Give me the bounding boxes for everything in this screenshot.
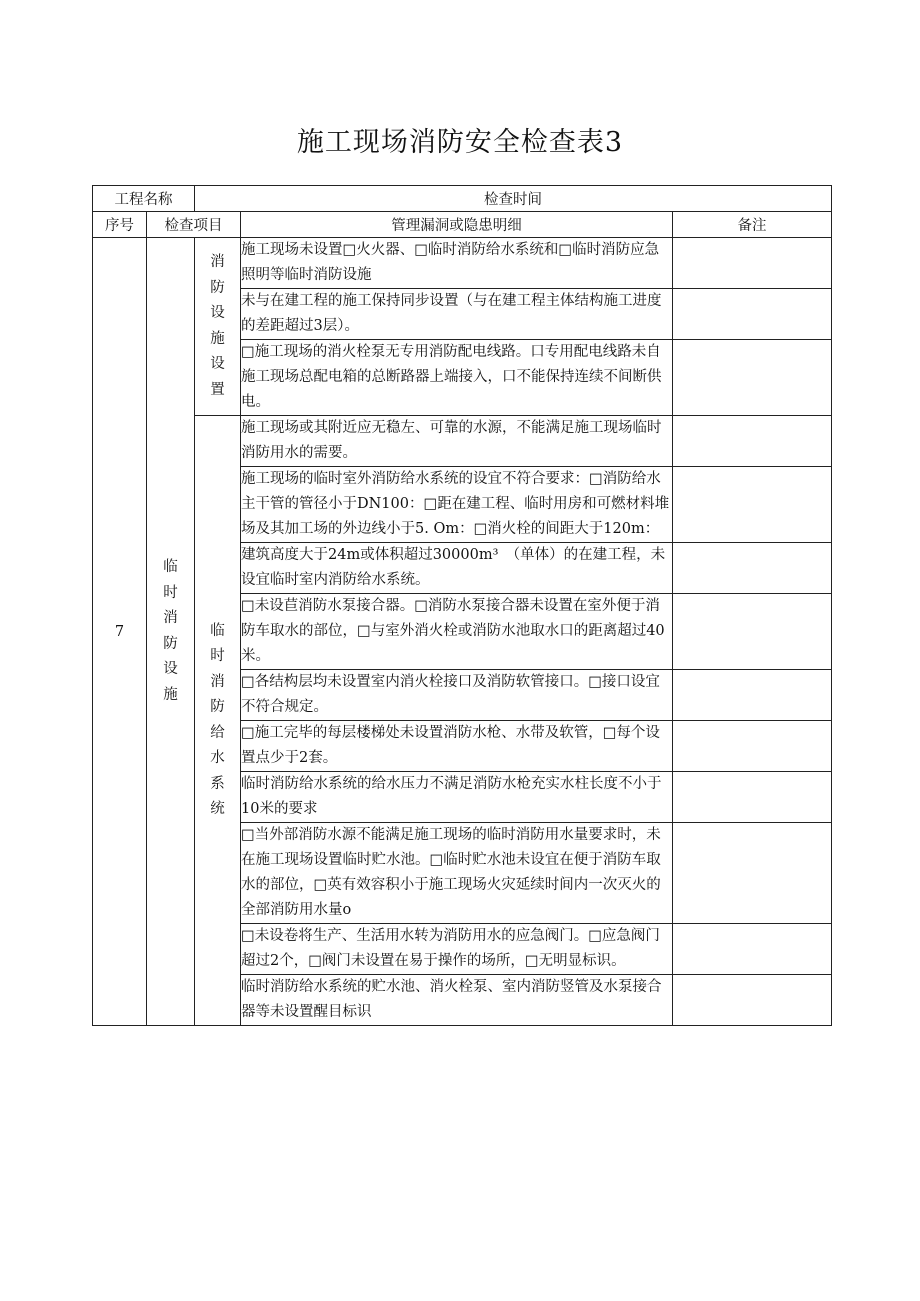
note-cell[interactable]	[673, 975, 832, 1026]
detail-cell: 临时消防给水系统的贮水池、消火栓泵、室内消防竖管及水泵接合器等未设置醒目标识	[241, 975, 673, 1026]
note-cell[interactable]	[673, 670, 832, 721]
detail-cell: □施工现场的消火栓泵无专用消防配电线路。口专用配电线路未自施工现场总配电箱的总断路器上端接入，口不能保持连续不间断供电。	[241, 340, 673, 416]
detail-cell: 施工现场未设置□火火器、□临时消防给水系统和□临时消防应急照明等临时消防设施	[241, 238, 673, 289]
group-label-water-supply: 临 时 消 防 给 水 系 统	[210, 622, 225, 817]
detail-header: 管理漏洞或隐患明细	[241, 212, 673, 238]
note-cell[interactable]	[673, 467, 832, 543]
note-cell[interactable]	[673, 823, 832, 924]
detail-cell: □未设卷将生产、生活用水转为消防用水的应急阀门。□应急阀门超过2个，□阀门未设置在易于操作的场所，□无明显标识。	[241, 924, 673, 975]
project-name-label: 工程名称	[93, 186, 195, 212]
detail-cell: □当外部消防水源不能满足施工现场的临时消防用水量要求时，未在施工现场设置临时贮水池。□临时贮水池未设宜在便于消防车取水的部位，□英有效容积小于施工现场火灾延续时间内一次灭火的全部消防用水量o	[241, 823, 673, 924]
note-cell[interactable]	[673, 416, 832, 467]
detail-cell: 临时消防给水系统的给水压力不满足消防水枪充实水柱长度不小于10米的要求	[241, 772, 673, 823]
seq-header: 序号	[93, 212, 147, 238]
detail-cell: 施工现场或其附近应无稳左、可靠的水源，不能满足施工现场临时消防用水的需要。	[241, 416, 673, 467]
detail-cell: 未与在建工程的施工保持同步设置（与在建工程主体结构施工进度的差距超过3层）。	[241, 289, 673, 340]
table-row	[93, 416, 832, 467]
note-cell[interactable]	[673, 340, 832, 416]
detail-cell: 施工现场的临时室外消防给水系统的设宜不符合要求：□消防给水主干管的管径小于DN100：□距在建工程、临时用房和可燃材料堆场及其加工场的外边线小于5. Om：□消火栓的间距大于120m：	[241, 467, 673, 543]
note-cell[interactable]	[673, 772, 832, 823]
inspection-time-label: 检查时间	[195, 186, 832, 212]
note-cell[interactable]	[673, 924, 832, 975]
table-row	[93, 238, 832, 289]
item-header: 检查项目	[147, 212, 241, 238]
detail-cell: □施工完毕的每层楼梯处未设置消防水枪、水带及软管，□每个设置点少于2套。	[241, 721, 673, 772]
header-row-columns	[93, 212, 832, 238]
header-row-project	[93, 186, 832, 212]
note-cell[interactable]	[673, 289, 832, 340]
group-cell-facilities	[195, 238, 241, 416]
group-label-facilities: 消 防 设 施 设 置	[210, 254, 225, 398]
note-header: 备注	[673, 212, 832, 238]
group-cell-water-supply	[195, 416, 241, 1026]
note-cell[interactable]	[673, 238, 832, 289]
detail-cell: □各结构层均未设置室内消火栓接口及消防软管接口。□接口设宜不符合规定。	[241, 670, 673, 721]
document-title: 施工现场消防安全检查表3	[296, 127, 624, 158]
note-cell[interactable]	[673, 721, 832, 772]
note-cell[interactable]	[673, 594, 832, 670]
note-cell[interactable]	[673, 543, 832, 594]
category-label: 临 时 消 防 设 施	[163, 559, 178, 703]
detail-cell: □未设苣消防水泵接合器。□消防水泵接合器未设置在室外便于消防车取水的部位，□与室外消火栓或消防水池取水口的距离超过40米。	[241, 594, 673, 670]
category-cell	[147, 238, 195, 1026]
inspection-table	[92, 185, 832, 1026]
seq-number: 7	[93, 238, 147, 1026]
detail-cell: 建筑高度大于24m或体积超过30000m³ （单体）的在建工程，未设宜临时室内消防给水系统。	[241, 543, 673, 594]
